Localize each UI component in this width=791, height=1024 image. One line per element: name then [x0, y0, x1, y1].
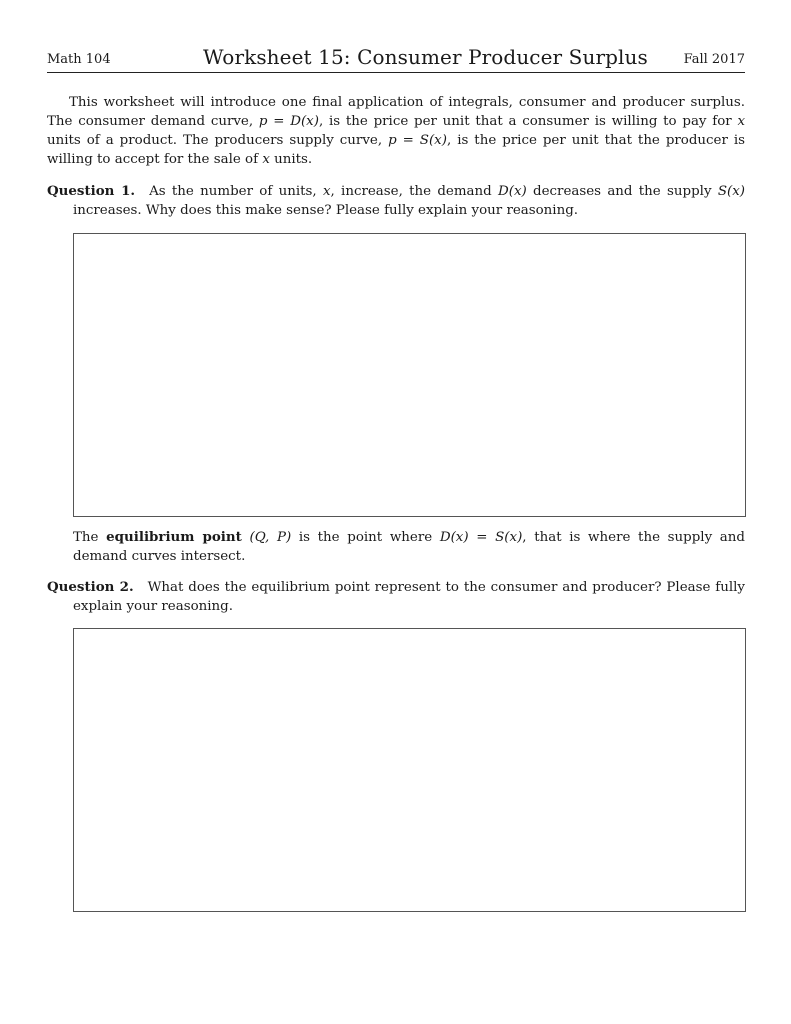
question-1-label: Question 1.	[47, 183, 136, 199]
question-text: As the number of units,	[149, 184, 323, 199]
math-x: x	[737, 114, 746, 129]
math-x: x	[262, 152, 270, 167]
intro-text: , is the price per unit that a consumer is willing to pay for	[318, 114, 738, 129]
equilibrium-text: is the point where	[291, 530, 440, 545]
question-2	[47, 578, 745, 616]
intro-text: units.	[269, 152, 313, 167]
question-text: increases. Why does this make sense? Please fully explain your reasoning.	[73, 203, 579, 218]
math-demand: D(x)	[498, 184, 527, 199]
worksheet-title: Worksheet 15: Consumer Producer Surplus	[203, 45, 648, 69]
intro-paragraph	[47, 93, 745, 169]
intro-text: This worksheet will introduce one final application of integrals, consumer and producer surplus. The consumer demand curve,	[47, 95, 745, 129]
intro-text: units of a product. The producers supply curve,	[47, 133, 389, 148]
question-text: What does the equilibrium point represent to the consumer and producer? Please fully explain your reasoning.	[73, 580, 745, 614]
math-equation: D(x) = S(x)	[439, 530, 523, 545]
question-1	[47, 182, 745, 220]
question-text: , increase, the demand	[330, 184, 499, 199]
equilibrium-text: The	[73, 530, 107, 545]
question-text: decreases and the supply	[526, 184, 718, 199]
supply-formula: p = S(x)	[388, 133, 447, 148]
demand-formula: p = D(x)	[258, 114, 319, 129]
equilibrium-text: , that is where the supply and demand curves intersect.	[73, 530, 745, 564]
answer-box-question-1[interactable]	[73, 233, 746, 517]
math-x: x	[322, 184, 331, 199]
answer-box-question-2[interactable]	[73, 628, 746, 912]
question-2-label: Question 2.	[47, 579, 134, 595]
equilibrium-term: equilibrium point	[106, 529, 242, 545]
course-label: Math 104	[47, 52, 111, 67]
equilibrium-paragraph	[73, 528, 745, 566]
term-label: Fall 2017	[683, 52, 745, 67]
intro-text: , is the price per unit that the producer is willing to accept for the sale of	[47, 133, 746, 167]
equilibrium-text	[242, 530, 250, 545]
math-qp: (Q, P)	[249, 530, 292, 545]
page-header	[47, 44, 745, 73]
math-supply: S(x)	[717, 184, 745, 199]
